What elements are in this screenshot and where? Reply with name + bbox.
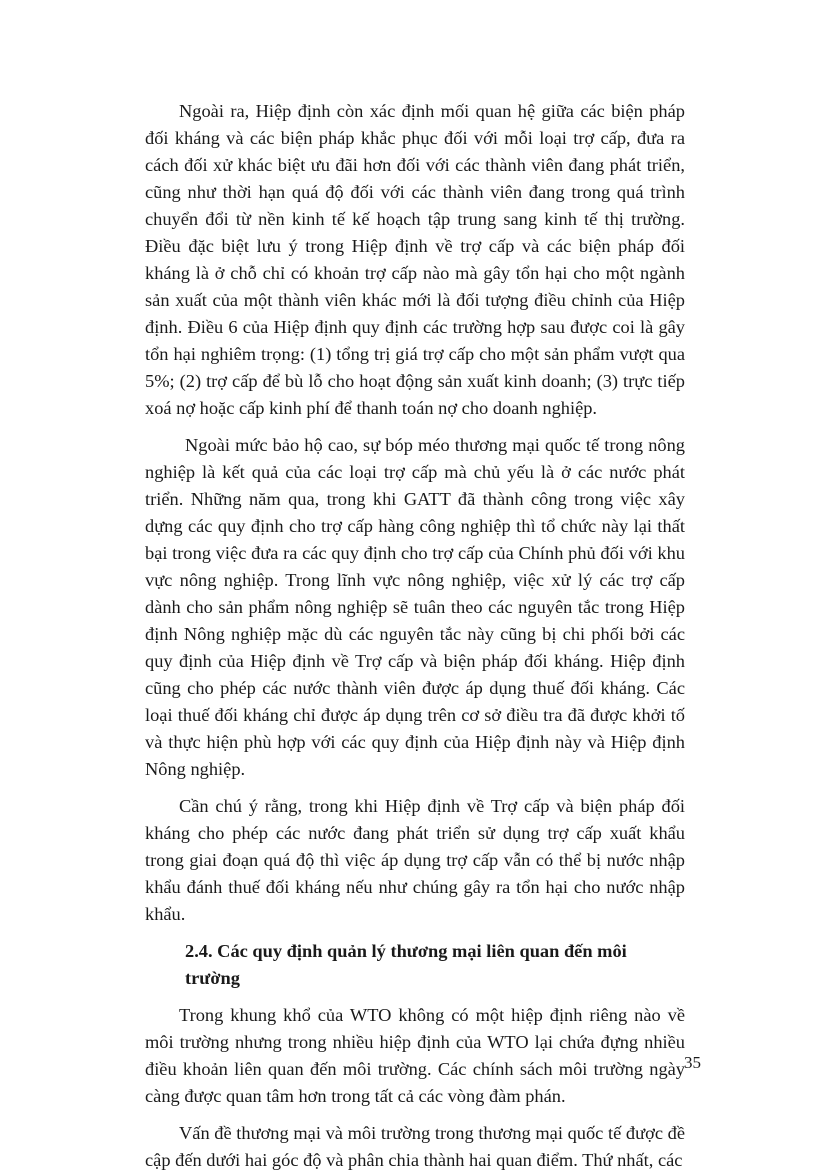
paragraph: Ngoài ra, Hiệp định còn xác định mối quan hệ giữa các biện pháp đối kháng và các biện pháp khắc phục đối với mỗi loại trợ cấp, đưa ra cách đối xử khác biệt ưu đãi hơn đối với các thành viên đang phát triển, cũng như thời hạn quá độ đối với các thành viên đang trong quá trình chuyển đổi từ nền kinh tế kế hoạch tập trung sang kinh tế thị trường. Điều đặc biệt lưu ý trong Hiệp định về trợ cấp và các biện pháp đối kháng là ở chỗ chỉ có khoản trợ cấp nào mà gây tổn hại cho một ngành sản xuất của một thành viên khác mới là đối tượng điều chỉnh của Hiệp định. Điều 6 của Hiệp định quy định các trường hợp sau được coi là gây tổn hại nghiêm trọng: (1) tổng trị giá trợ cấp cho một sản phẩm vượt qua 5%; (2) trợ cấp để bù lỗ cho hoạt động sản xuất kinh doanh; (3) trực tiếp xoá nợ hoặc cấp kinh phí để thanh toán nợ cho doanh nghiệp. [145, 101, 685, 418]
paragraph: Trong khung khổ của WTO không có một hiệp định riêng nào về môi trường nhưng trong nhiều hiệp định của WTO lại chứa đựng nhiều điều khoản liên quan đến môi trường. Các chính sách môi trường ngày càng được quan tâm hơn trong tất cả các vòng đàm phán. [145, 1005, 685, 1106]
page-number: 35 [684, 1053, 701, 1072]
paragraph: Ngoài mức bảo hộ cao, sự bóp méo thương mại quốc tế trong nông nghiệp là kết quả của các loại trợ cấp mà chủ yếu là ở các nước phát triển. Những năm qua, trong khi GATT đã thành công trong việc xây dựng các quy định cho trợ cấp hàng công nghiệp thì tổ chức này lại thất bại trong việc đưa ra các quy định cho trợ cấp của Chính phủ đối với khu vực nông nghiệp. Trong lĩnh vực nông nghiệp, việc xử lý các trợ cấp dành cho sản phẩm nông nghiệp sẽ tuân theo các nguyên tắc trong Hiệp định Nông nghiệp mặc dù các nguyên tắc này cũng bị chi phối bởi các quy định của Hiệp định về Trợ cấp và biện pháp đối kháng. Hiệp định cũng cho phép các nước thành viên được áp dụng thuế đối kháng. Các loại thuế đối kháng chỉ được áp dụng trên cơ sở điều tra đã được khởi tố và thực hiện phù hợp với các quy định của Hiệp định này và Hiệp định Nông nghiệp. [145, 435, 685, 779]
paragraph: Vấn đề thương mại và môi trường trong thương mại quốc tế được đề cập đến dưới hai góc độ và phân chia thành hai quan điểm. Thứ nhất, các [145, 1123, 685, 1170]
paragraph: Cần chú ý rằng, trong khi Hiệp định về Trợ cấp và biện pháp đối kháng cho phép các nước đang phát triển sử dụng trợ cấp xuất khẩu trong giai đoạn quá độ thì việc áp dụng trợ cấp vẫn có thể bị nước nhập khẩu đánh thuế đối kháng nếu như chúng gây ra tổn hại cho nước nhập khẩu. [145, 796, 685, 924]
section-heading: 2.4. Các quy định quản lý thương mại liên quan đến môi trường [185, 941, 627, 988]
page-body [145, 98, 685, 1174]
